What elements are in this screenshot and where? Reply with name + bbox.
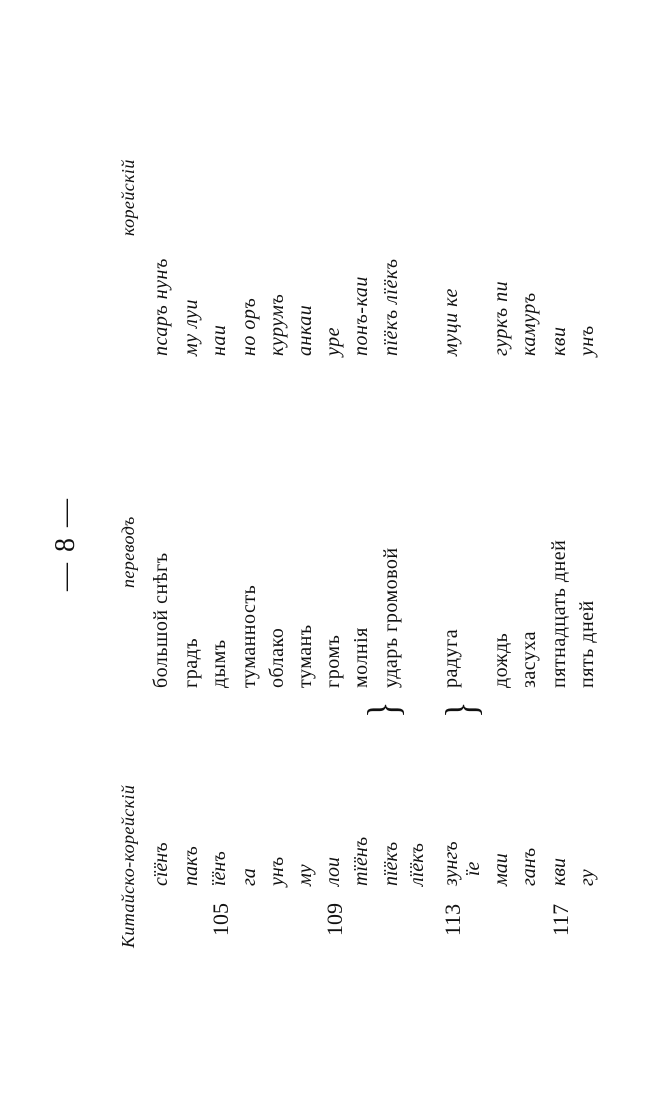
sino-korean-word: унъ (266, 856, 288, 886)
header-row (118, 0, 146, 1116)
translation-text: градъ (180, 637, 202, 688)
sino-korean-word: кви (548, 857, 570, 886)
header-korean: корейскій (118, 159, 138, 236)
sino-korean-word: сїёнъ (150, 842, 172, 886)
korean-word: пїёкъ лїёкъ (380, 258, 402, 356)
sino-korean-word: му (294, 864, 316, 886)
sino-korean-word: тїёнъ (350, 836, 372, 886)
table-row (322, 0, 350, 1116)
sino-korean-word: лои (322, 857, 344, 886)
translation-text: большой снѣгъ (150, 552, 172, 688)
sino-korean-word: маи (490, 853, 512, 886)
sino-korean-word: лїёкъ (406, 843, 428, 886)
korean-word: уре (322, 327, 344, 356)
table-row (548, 0, 576, 1116)
table-row (518, 0, 546, 1116)
translation-text: дымъ (208, 639, 230, 688)
korean-word: камуръ (518, 292, 540, 356)
table-row (576, 0, 604, 1116)
table-row (294, 0, 322, 1116)
translation-text: пятнадцать дней (548, 539, 570, 688)
page-number: — 8 — (50, 497, 81, 591)
table-row (490, 0, 518, 1116)
korean-word: псаръ нунъ (150, 258, 172, 356)
table-row (180, 0, 208, 1116)
korean-word: но оръ (238, 297, 260, 356)
korean-word: курумъ (266, 293, 288, 356)
translation-text: дождь (490, 632, 512, 688)
table-row (238, 0, 266, 1116)
sino-korean-word: гу (576, 869, 598, 886)
translation-text: туманность (238, 584, 260, 688)
sino-korean-word: пакъ (180, 846, 202, 886)
entry-number: 117 (548, 903, 573, 936)
translation-text: молнія (350, 627, 372, 688)
header-sino-korean: Китайско-корейскій (118, 784, 138, 948)
sino-korean-word: їе (462, 861, 484, 876)
table-row (350, 0, 378, 1116)
korean-word: гуркъ пи (490, 280, 512, 356)
table-row (462, 0, 490, 1116)
korean-word: кви (548, 326, 570, 356)
translation-text: радуга (440, 628, 462, 688)
translation-text: засуха (518, 630, 540, 688)
translation-text: туманъ (294, 624, 316, 688)
entry-number: 105 (208, 903, 233, 936)
header-translation: переводъ (118, 516, 138, 588)
entry-number: 109 (322, 903, 347, 936)
translation-text: пять дней (576, 600, 598, 688)
sino-korean-word: ганъ (518, 847, 540, 886)
table-row (150, 0, 178, 1116)
korean-word: му луи (180, 299, 202, 356)
entry-number: 113 (440, 903, 465, 936)
korean-word: унъ (576, 325, 598, 356)
table-row (406, 0, 434, 1116)
table-row (208, 0, 236, 1116)
korean-word: наи (208, 324, 230, 356)
brace-thunder: } (360, 701, 409, 718)
table-row (266, 0, 294, 1116)
korean-word: анкаи (294, 304, 316, 356)
brace-rainbow: } (438, 701, 487, 718)
translation-text: ударъ громовой (380, 547, 402, 688)
sino-korean-word: пїёкъ (380, 841, 402, 886)
sino-korean-word: га (238, 868, 260, 886)
korean-word: понъ-каи (350, 276, 372, 356)
translation-text: громъ (322, 634, 344, 688)
table-row (380, 0, 408, 1116)
sino-korean-word: їёнъ (208, 851, 230, 886)
korean-word: муци ке (440, 288, 462, 356)
translation-text: облако (266, 627, 288, 688)
sino-korean-word: зунгъ (440, 841, 462, 886)
